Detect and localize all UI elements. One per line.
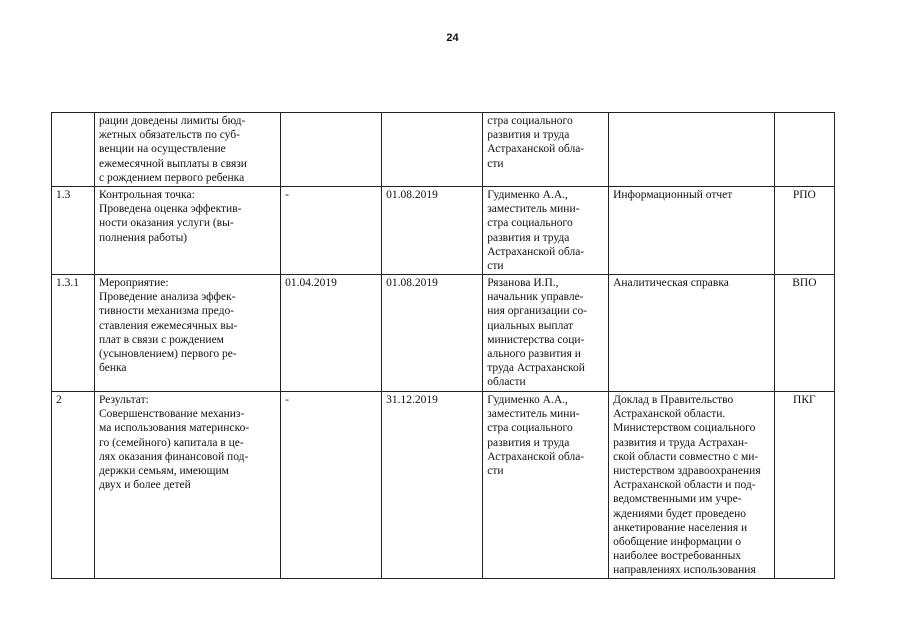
measure-name-cell: Результат: Совершенствование механиз- ма использования материнско- го (семейного) капитала в це- лях оказания финансовой под- держки семьям, имеющим двух и более детей (95, 392, 281, 579)
measure-name-cell: Контрольная точка: Проведена оценка эффектив- ности оказания услуги (вы- полнения работы) (95, 187, 281, 275)
start-date-cell: - (281, 392, 382, 579)
row-number-cell: 2 (52, 392, 95, 579)
measure-name-cell: Мероприятие: Проведение анализа эффек- тивности механизма предо- ставления ежемесячных вы- плат в связи с рождением (усыновлением) первого ре- бенка (95, 275, 281, 392)
table-row (52, 113, 835, 187)
responsible-cell: Гудименко А.А., заместитель мини- стра социального развития и труда Астраханской обла- сти (483, 187, 609, 275)
code-cell (774, 113, 834, 187)
row-number-cell (52, 113, 95, 187)
end-date-cell: 01.08.2019 (382, 187, 483, 275)
page-number: 24 (446, 32, 459, 44)
document-cell: Аналитическая справка (609, 275, 775, 392)
start-date-cell (281, 113, 382, 187)
code-cell: РПО (774, 187, 834, 275)
end-date-cell (382, 113, 483, 187)
document-cell (609, 113, 775, 187)
plan-table (51, 112, 835, 579)
code-cell: ПКГ (774, 392, 834, 579)
responsible-cell: Гудименко А.А., заместитель мини- стра социального развития и труда Астраханской обла- сти (483, 392, 609, 579)
measure-name-cell: рации доведены лимиты бюд- жетных обязательств по суб- венции на осуществление ежемесячной выплаты в связи с рождением первого ребенка (95, 113, 281, 187)
document-cell: Информационный отчет (609, 187, 775, 275)
table-row (52, 392, 835, 579)
document-cell: Доклад в Правительство Астраханской области. Министерством социального развития и труда Астрахан- ской области совместно с ми- нистерством здравоохранения Астраханской области и под- ведомственными им учре- ждениями будет проведено анкетирование населения и обобщение информации о наиболее востребованных направлениях использования (609, 392, 775, 579)
end-date-cell: 31.12.2019 (382, 392, 483, 579)
end-date-cell: 01.08.2019 (382, 275, 483, 392)
code-cell: ВПО (774, 275, 834, 392)
responsible-cell: Рязанова И.П., начальник управле- ния организации со- циальных выплат министерства соци- ального развития и труда Астраханской области (483, 275, 609, 392)
table-row (52, 187, 835, 275)
start-date-cell: - (281, 187, 382, 275)
row-number-cell: 1.3.1 (52, 275, 95, 392)
row-number-cell: 1.3 (52, 187, 95, 275)
table-row (52, 275, 835, 392)
responsible-cell: стра социального развития и труда Астраханской обла- сти (483, 113, 609, 187)
start-date-cell: 01.04.2019 (281, 275, 382, 392)
